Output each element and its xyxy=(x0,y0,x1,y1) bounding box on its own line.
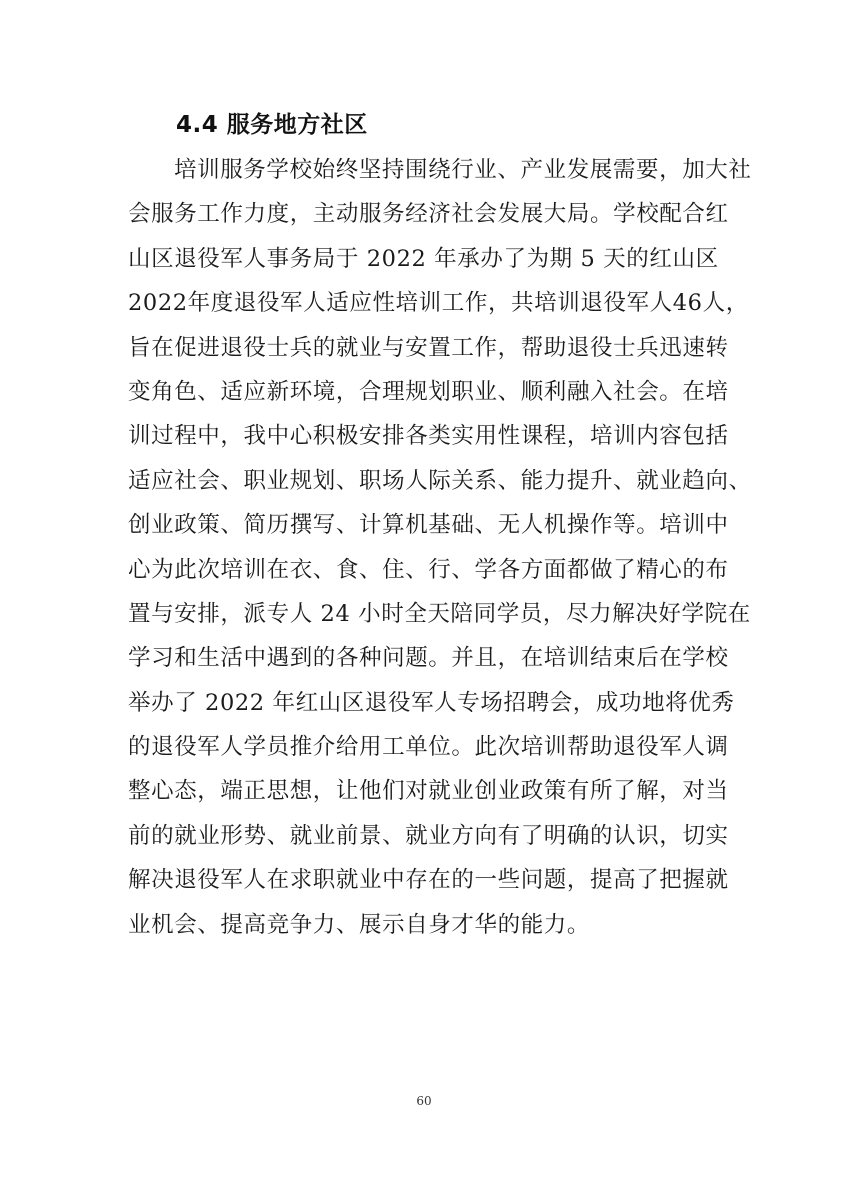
paragraph-line: 训过程中，我中心积极安排各类实用性课程，培训内容包括 xyxy=(128,423,729,450)
paragraph-line: 学习和生活中遇到的各种问题。并且，在培训结束后在学校 xyxy=(128,645,729,672)
paragraph-line: 解决退役军人在求职就业中存在的一些问题，提高了把握就 xyxy=(128,867,729,894)
section-body-paragraph xyxy=(128,148,752,947)
paragraph-line: 整心态，端正思想，让他们对就业创业政策有所了解，对当 xyxy=(128,778,729,805)
paragraph-line: 前的就业形势、就业前景、就业方向有了明确的认识，切实 xyxy=(128,822,729,849)
section-heading: 4.4 服务地方社区 xyxy=(176,112,368,138)
paragraph-line: 会服务工作力度，主动服务经济社会发展大局。学校配合红 xyxy=(128,201,729,228)
paragraph-line: 培训服务学校始终坚持围绕行业、产业发展需要，加大社 xyxy=(174,157,752,183)
paragraph-line: 的退役军人学员推介给用工单位。此次培训帮助退役军人调 xyxy=(128,734,729,761)
paragraph-line: 山区退役军人事务局于 2022 年承办了为期 5 天的红山区 xyxy=(128,245,719,272)
paragraph-line: 旨在促进退役士兵的就业与安置工作，帮助退役士兵迅速转 xyxy=(128,334,729,361)
paragraph-line: 举办了 2022 年红山区退役军人专场招聘会，成功地将优秀 xyxy=(128,689,735,716)
page-number: 60 xyxy=(416,1094,432,1108)
paragraph-line: 心为此次培训在衣、食、住、行、学各方面都做了精心的布 xyxy=(128,556,729,583)
paragraph-line: 变角色、适应新环境，合理规划职业、顺利融入社会。在培 xyxy=(128,378,729,405)
paragraph-line: 置与安排，派专人 24 小时全天陪同学员，尽力解决好学院在 xyxy=(128,600,751,627)
paragraph-line: 适应社会、职业规划、职场人际关系、能力提升、就业趋向、 xyxy=(128,467,752,494)
paragraph-line: 业机会、提高竞争力、展示自身才华的能力。 xyxy=(128,911,591,938)
paragraph-line: 2022年度退役军人适应性培训工作，共培训退役军人46人， xyxy=(128,290,749,317)
paragraph-line: 创业政策、简历撰写、计算机基础、无人机操作等。培训中 xyxy=(128,512,729,539)
